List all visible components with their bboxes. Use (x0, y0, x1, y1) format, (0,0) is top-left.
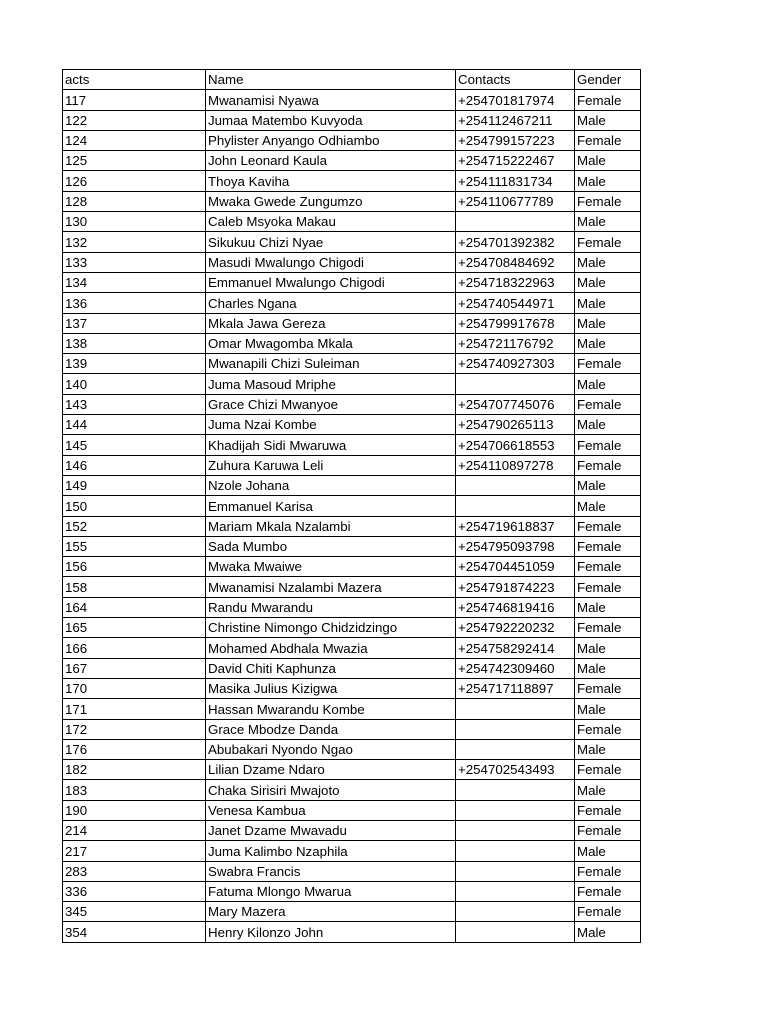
cell-id: 138 (63, 333, 206, 353)
cell-contacts: +254740927303 (456, 354, 575, 374)
table-row (63, 760, 641, 780)
cell-id: 345 (63, 902, 206, 922)
cell-id: 150 (63, 496, 206, 516)
cell-gender: Male (575, 374, 641, 394)
cell-contacts (456, 861, 575, 881)
cell-id: 125 (63, 151, 206, 171)
cell-name: Emmanuel Karisa (206, 496, 456, 516)
cell-id: 165 (63, 618, 206, 638)
table-row (63, 394, 641, 414)
cell-name: Mwaka Mwaiwe (206, 557, 456, 577)
table-row (63, 313, 641, 333)
cell-gender: Female (575, 618, 641, 638)
table-row (63, 881, 641, 901)
cell-gender: Female (575, 130, 641, 150)
cell-contacts: +254742309460 (456, 658, 575, 678)
cell-gender: Female (575, 820, 641, 840)
table-body (63, 90, 641, 942)
cell-contacts (456, 820, 575, 840)
contacts-table (62, 69, 641, 943)
cell-name: Juma Nzai Kombe (206, 415, 456, 435)
cell-contacts: +254702543493 (456, 760, 575, 780)
cell-gender: Male (575, 841, 641, 861)
cell-name: Abubakari Nyondo Ngao (206, 739, 456, 759)
cell-id: 158 (63, 577, 206, 597)
table-row (63, 374, 641, 394)
cell-contacts (456, 902, 575, 922)
table-row (63, 536, 641, 556)
table-row (63, 151, 641, 171)
cell-id: 126 (63, 171, 206, 191)
cell-name: Sikukuu Chizi Nyae (206, 232, 456, 252)
cell-id: 140 (63, 374, 206, 394)
table-row (63, 699, 641, 719)
table-row (63, 496, 641, 516)
cell-id: 214 (63, 820, 206, 840)
table-row (63, 272, 641, 292)
table-row (63, 820, 641, 840)
cell-id: 217 (63, 841, 206, 861)
table-row (63, 435, 641, 455)
cell-id: 139 (63, 354, 206, 374)
cell-gender: Female (575, 557, 641, 577)
header-id: acts (63, 70, 206, 90)
table-row (63, 455, 641, 475)
cell-name: Mariam Mkala Nzalambi (206, 516, 456, 536)
cell-contacts: +254746819416 (456, 597, 575, 617)
cell-name: David Chiti Kaphunza (206, 658, 456, 678)
cell-name: Zuhura Karuwa Leli (206, 455, 456, 475)
cell-id: 156 (63, 557, 206, 577)
cell-contacts: +254795093798 (456, 536, 575, 556)
table-row (63, 577, 641, 597)
cell-gender: Female (575, 455, 641, 475)
cell-contacts: +254790265113 (456, 415, 575, 435)
header-row (63, 70, 641, 90)
cell-name: Khadijah Sidi Mwaruwa (206, 435, 456, 455)
table-row (63, 354, 641, 374)
cell-gender: Male (575, 780, 641, 800)
cell-name: Chaka Sirisiri Mwajoto (206, 780, 456, 800)
cell-contacts: +254799157223 (456, 130, 575, 150)
cell-name: Mwanamisi Nzalambi Mazera (206, 577, 456, 597)
cell-name: Mwanapili Chizi Suleiman (206, 354, 456, 374)
table-row (63, 415, 641, 435)
cell-name: Venesa Kambua (206, 800, 456, 820)
table-row (63, 130, 641, 150)
cell-contacts (456, 881, 575, 901)
cell-contacts: +254706618553 (456, 435, 575, 455)
cell-gender: Female (575, 800, 641, 820)
cell-name: Omar Mwagomba Mkala (206, 333, 456, 353)
cell-gender: Female (575, 435, 641, 455)
cell-id: 171 (63, 699, 206, 719)
cell-name: Thoya Kaviha (206, 171, 456, 191)
cell-name: Henry Kilonzo John (206, 922, 456, 942)
cell-name: Mwanamisi Nyawa (206, 90, 456, 110)
cell-id: 146 (63, 455, 206, 475)
table-row (63, 90, 641, 110)
table-row (63, 658, 641, 678)
cell-gender: Male (575, 252, 641, 272)
cell-contacts (456, 841, 575, 861)
cell-name: Juma Kalimbo Nzaphila (206, 841, 456, 861)
cell-contacts (456, 212, 575, 232)
cell-contacts: +254715222467 (456, 151, 575, 171)
cell-id: 182 (63, 760, 206, 780)
table-row (63, 902, 641, 922)
table-row (63, 516, 641, 536)
cell-gender: Male (575, 475, 641, 495)
cell-id: 132 (63, 232, 206, 252)
cell-contacts: +254110897278 (456, 455, 575, 475)
cell-gender: Female (575, 678, 641, 698)
cell-gender: Female (575, 861, 641, 881)
cell-name: Mkala Jawa Gereza (206, 313, 456, 333)
cell-id: 283 (63, 861, 206, 881)
cell-name: Janet Dzame Mwavadu (206, 820, 456, 840)
table-row (63, 780, 641, 800)
cell-name: Swabra Francis (206, 861, 456, 881)
cell-id: 164 (63, 597, 206, 617)
table-row (63, 861, 641, 881)
cell-name: Hassan Mwarandu Kombe (206, 699, 456, 719)
table-row (63, 557, 641, 577)
cell-id: 143 (63, 394, 206, 414)
cell-id: 136 (63, 293, 206, 313)
cell-id: 170 (63, 678, 206, 698)
cell-gender: Male (575, 171, 641, 191)
table-row (63, 252, 641, 272)
cell-id: 117 (63, 90, 206, 110)
cell-contacts: +254701392382 (456, 232, 575, 252)
cell-gender: Male (575, 699, 641, 719)
cell-gender: Male (575, 151, 641, 171)
cell-contacts (456, 800, 575, 820)
cell-gender: Male (575, 212, 641, 232)
cell-gender: Female (575, 719, 641, 739)
cell-contacts: +254721176792 (456, 333, 575, 353)
cell-name: Nzole Johana (206, 475, 456, 495)
cell-name: Grace Mbodze Danda (206, 719, 456, 739)
cell-id: 133 (63, 252, 206, 272)
cell-gender: Male (575, 638, 641, 658)
cell-id: 144 (63, 415, 206, 435)
cell-contacts: +254758292414 (456, 638, 575, 658)
cell-contacts: +254792220232 (456, 618, 575, 638)
cell-contacts: +254704451059 (456, 557, 575, 577)
cell-name: Charles Ngana (206, 293, 456, 313)
cell-contacts: +254717118897 (456, 678, 575, 698)
cell-contacts (456, 739, 575, 759)
cell-contacts: +254718322963 (456, 272, 575, 292)
cell-gender: Female (575, 191, 641, 211)
cell-name: Juma Masoud Mriphe (206, 374, 456, 394)
cell-contacts (456, 475, 575, 495)
cell-gender: Male (575, 922, 641, 942)
cell-id: 149 (63, 475, 206, 495)
table-row (63, 597, 641, 617)
cell-gender: Female (575, 760, 641, 780)
cell-contacts (456, 922, 575, 942)
cell-contacts: +254110677789 (456, 191, 575, 211)
cell-name: Masudi Mwalungo Chigodi (206, 252, 456, 272)
cell-id: 172 (63, 719, 206, 739)
table-row (63, 719, 641, 739)
table-row (63, 678, 641, 698)
cell-name: Mwaka Gwede Zungumzo (206, 191, 456, 211)
cell-gender: Male (575, 313, 641, 333)
cell-name: Masika Julius Kizigwa (206, 678, 456, 698)
cell-id: 152 (63, 516, 206, 536)
cell-id: 134 (63, 272, 206, 292)
table-row (63, 110, 641, 130)
cell-gender: Female (575, 536, 641, 556)
cell-name: Mohamed Abdhala Mwazia (206, 638, 456, 658)
cell-name: Grace Chizi Mwanyoe (206, 394, 456, 414)
header-gender: Gender (575, 70, 641, 90)
cell-name: Emmanuel Mwalungo Chigodi (206, 272, 456, 292)
cell-name: Caleb Msyoka Makau (206, 212, 456, 232)
cell-id: 124 (63, 130, 206, 150)
cell-id: 183 (63, 780, 206, 800)
table-row (63, 212, 641, 232)
cell-gender: Male (575, 272, 641, 292)
cell-id: 128 (63, 191, 206, 211)
cell-contacts: +254791874223 (456, 577, 575, 597)
table-row (63, 739, 641, 759)
cell-contacts: +254799917678 (456, 313, 575, 333)
cell-contacts (456, 496, 575, 516)
cell-contacts: +254708484692 (456, 252, 575, 272)
table-row (63, 618, 641, 638)
cell-contacts: +254111831734 (456, 171, 575, 191)
cell-name: Phylister Anyango Odhiambo (206, 130, 456, 150)
cell-name: Christine Nimongo Chidzidzingo (206, 618, 456, 638)
table-row (63, 333, 641, 353)
cell-gender: Female (575, 394, 641, 414)
table-row (63, 232, 641, 252)
table-row (63, 475, 641, 495)
cell-id: 190 (63, 800, 206, 820)
table-row (63, 841, 641, 861)
table-row (63, 191, 641, 211)
cell-contacts: +254707745076 (456, 394, 575, 414)
cell-contacts: +254719618837 (456, 516, 575, 536)
table-row (63, 800, 641, 820)
cell-name: Randu Mwarandu (206, 597, 456, 617)
cell-name: Jumaa Matembo Kuvyoda (206, 110, 456, 130)
cell-gender: Male (575, 293, 641, 313)
cell-gender: Male (575, 415, 641, 435)
cell-name: Lilian Dzame Ndaro (206, 760, 456, 780)
cell-id: 354 (63, 922, 206, 942)
cell-contacts: +254740544971 (456, 293, 575, 313)
cell-id: 167 (63, 658, 206, 678)
cell-gender: Female (575, 577, 641, 597)
cell-contacts (456, 780, 575, 800)
table-row (63, 638, 641, 658)
cell-gender: Male (575, 739, 641, 759)
cell-id: 122 (63, 110, 206, 130)
cell-name: John Leonard Kaula (206, 151, 456, 171)
cell-contacts (456, 699, 575, 719)
cell-id: 336 (63, 881, 206, 901)
table-row (63, 171, 641, 191)
cell-id: 166 (63, 638, 206, 658)
cell-name: Fatuma Mlongo Mwarua (206, 881, 456, 901)
cell-contacts (456, 374, 575, 394)
cell-gender: Female (575, 881, 641, 901)
cell-name: Sada Mumbo (206, 536, 456, 556)
header-contacts: Contacts (456, 70, 575, 90)
cell-id: 145 (63, 435, 206, 455)
cell-contacts: +254701817974 (456, 90, 575, 110)
cell-id: 137 (63, 313, 206, 333)
cell-gender: Male (575, 597, 641, 617)
cell-contacts (456, 719, 575, 739)
cell-gender: Female (575, 516, 641, 536)
table-row (63, 922, 641, 942)
cell-gender: Female (575, 902, 641, 922)
header-name: Name (206, 70, 456, 90)
cell-gender: Male (575, 658, 641, 678)
cell-gender: Female (575, 354, 641, 374)
cell-gender: Female (575, 232, 641, 252)
cell-name: Mary Mazera (206, 902, 456, 922)
cell-gender: Female (575, 90, 641, 110)
table-row (63, 293, 641, 313)
cell-id: 176 (63, 739, 206, 759)
cell-id: 155 (63, 536, 206, 556)
cell-id: 130 (63, 212, 206, 232)
cell-contacts: +254112467211 (456, 110, 575, 130)
cell-gender: Male (575, 333, 641, 353)
cell-gender: Male (575, 110, 641, 130)
cell-gender: Male (575, 496, 641, 516)
